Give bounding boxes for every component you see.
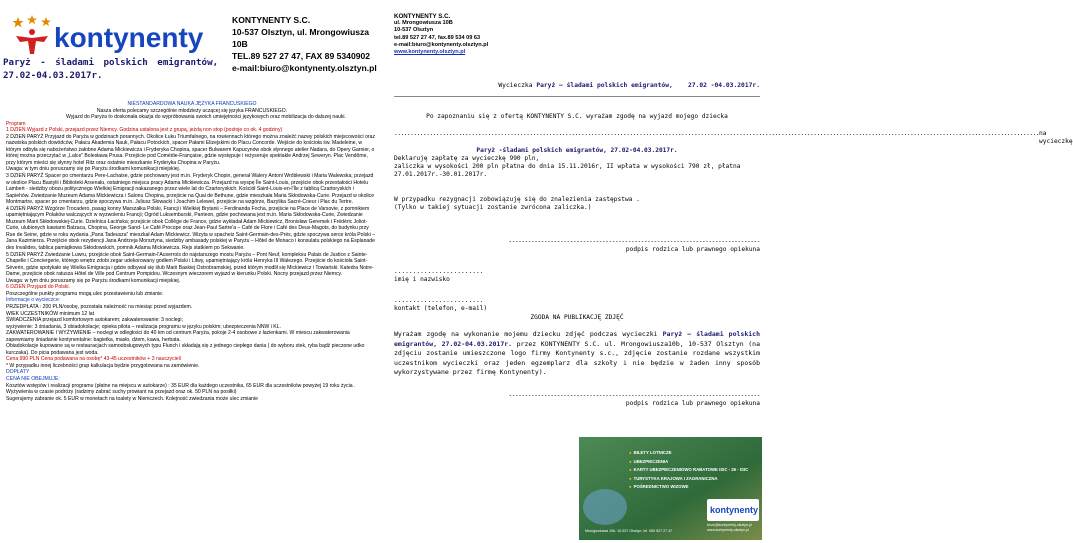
company-address-block-right (394, 13, 594, 56)
company-street: 10-537 Olsztyn, ul. Mrongowiusza 10B (232, 27, 370, 49)
photo-consent-trip: Paryż – śladami polskich emigrantów, 27.02-04.03.2017r. (394, 330, 760, 348)
company-email-right: e-mail:biuro@kontynenty.olsztyn.pl (394, 41, 489, 48)
wycieczka-prefix: Wycieczka (498, 82, 533, 89)
day6-text: 6 DZIEŃ Przyjazd do Polski. (6, 284, 70, 291)
divider (394, 96, 760, 97)
banner-service-3: ● KARTY UBEZPIECZENIOWO RABATOWE ISIC - 26 - ISIC (629, 466, 754, 475)
deklaracja-text: Deklaruję zapłatę za wycieczkę 990 pln, (394, 154, 540, 162)
signature-line-1[interactable]: ------------------------------------------------------------------------------ (508, 238, 760, 245)
trip-title (3, 57, 243, 82)
signature-label-2: podpis rodzica lub prawnego opiekuna (625, 400, 760, 408)
obiadokolacje-text: Obiadokolacje kupowane są w restauracjach samoobsługowych typu Flunch i składają się z jednego ciepłego dania ( do wyboru stek, ryba bądź pieczone udko kurczaka). Do picia podawana jest woda. (6, 343, 365, 356)
svg-text:kontynenty: kontynenty (710, 505, 759, 515)
child-name-dots[interactable]: ........................................................................................................................................................................................................ (394, 130, 1040, 137)
company-website-link[interactable]: www.kontynenty.olsztyn.pl (394, 49, 466, 56)
banner-services (629, 449, 754, 492)
rezygnacja-text: W przypadku rezygnacji zobowiązuję się do znalezienia zastępstwa . (394, 196, 640, 203)
banner-contact (707, 523, 759, 532)
trip-reference (384, 82, 768, 89)
doplaty-label: DOPŁATY (6, 369, 30, 376)
swiadczenia-details: wyżywienie: 3 śniadania, 3 obiadokolacje; opieka pilota – realizacja programu w języku polskim; ubezpieczenia NNW i KL. (6, 323, 281, 330)
rezygnacja-block (394, 196, 760, 213)
name-field-block (394, 268, 760, 285)
contact-field-line[interactable]: ........................ (394, 297, 484, 304)
kieszonkowe-text: Sugerujemy zabranie ok. 5 EUR w monetach na toalety w Niemczech. Kolejność zwiedzania może ulec zmianie (6, 395, 258, 402)
wycieczka-date: 27.02 -04.03.2017r. (687, 82, 760, 89)
note-text: Poszczególne punkty programu mogą ulec przestawieniu lub zmianie. (6, 290, 164, 297)
banner-service-4: ● TURYSTYKA KRAJOWA I ZAGRANICZNA (629, 475, 754, 484)
contact-field-label: kontakt (telefon, e-mail) (394, 305, 488, 313)
photo-consent-part-c: przez KONTYNENTY S.C. ul. Mrongowiusza10b, 10-537 Olsztyn (na zdjęciu zostanie umieszczone logo firmy Kontynenty s.c., zdjęcie zostanie rozdane wszystkim uczestnikom wycieczki oraz jeden egzemplarz dla szkoły i nie będzie w żaden inny sposób wykorzystywane przez firmę Kontynenty). (394, 339, 760, 377)
signature-label-1: podpis rodzica lub prawnego opiekuna (625, 246, 760, 254)
banner-website[interactable]: www.kontynenty.olsztyn.pl (707, 527, 749, 532)
wyzywienie-text: Wyżywienia w czasie podróży (radzimy zabrać suchy prowiant na przejazd oraz ok. 50 PLN na posiłki) (6, 389, 237, 396)
trip-title-line1: Paryż - śladami polskich emigrantów, (3, 57, 219, 68)
section-title: NIESTANDARDOWA NAUKA JĘZYKA FRANCUSKIEGO (127, 101, 257, 107)
child-name-line (394, 130, 1073, 180)
program-label: Program (6, 120, 26, 127)
logo-text: kontynenty (54, 22, 204, 53)
company-street-right: ul. Mrongowiusza 10B (394, 20, 453, 27)
name-field-label: imię i nazwisko (394, 276, 450, 284)
company-phone: TEL.89 527 27 47, FAX 89 5340902 (232, 51, 371, 61)
photo-consent-title: ZGODA NA PUBLIKACJĘ ZDJĘĆ (530, 314, 624, 321)
uwaga2-text: Uwaga: w tym dniu poruszamy się po Paryżu środkami komunikacji miejskiej. (6, 277, 181, 284)
banner-address: Mrongowiusza 10b, 10-537 Olsztyn, tel. 089 527 27 47 (585, 529, 673, 533)
company-address-block (232, 14, 382, 74)
kalkulacja-text: * W przypadku innej liczebności grup kalkulacja będzie przygotowana na zamówienie. (6, 362, 200, 369)
zakwaterowanie-text: ZAKWATEROWANIE I WYŻYWIENIE – noclegi w odległości do 40 km od centrum Paryża, pokoje 2-4 osobowe z łazienkami. W miescu zakwaterowania zapewniamy śniadanie kontynentalne: bagietka, masło, dżem, kawa, herbata. (6, 330, 350, 343)
photo-consent-part-a: Wyrażam zgodę na wykonanie mojemu dziecku zdjęć podczas wycieczki (394, 330, 658, 338)
trip-name: Paryż -śladami polskich emigrantów, 27.02-04.03.2017r. (476, 146, 678, 154)
cena-text: Cena 990 PLN Cena podawana na osobę* 43-45 uczestników + 3 nauczycieli (6, 356, 181, 363)
kontynenty-logo (6, 14, 231, 56)
cena-nie-obejmuje-label: CENA NIE OBEJMUJE: (6, 375, 60, 382)
company-email: e-mail:biuro@kontynenty.olsztyn.pl (232, 63, 377, 73)
zaliczka-note: (Tylko w takiej sytuacji zostanie zwrócona zaliczka.) (394, 204, 592, 212)
banner-service-2: ● UBEZPIECZENIA (629, 458, 754, 467)
day4-text: 4 DZIEŃ PARYŻ Wzgórze Trocadero, pasąg konny Marszałka Polski, Francji i Wielkiej Brytanii – Ferdinanda Focha, przejście na Place de Varsovie, z pomnikiem upamiętniającym Polaków walczących w wyzwoleniu Francji; Ogród Luksemburski, Panteon, gdzie pochowana jest m.in. Maria Skłodowska-Curie, Zwiedzanie Muzeum Marii Skłodowskiej-Curie. Dzielnica Łacińska; przejście obok Collège de France, gdzie wykładał Adam Mickiewicz, Bronisław Geremek i Frédéric Joliot-Curie, ulubionych kawiarni Balzaca, Chopina, George Sand- Le Café Procope oraz Jean-Paul Sartre'a – Café de Flore i Café des Deux-Magots, do budynku przy Rue de Seine, gdzie w roku wydania „Pana Tadeusza” mieszkał Adam Mickiewicz. Wizyta w spacheiz Saint-Germain-des-Prés, gdzie spoczywa serce króla Polski – Jana Kazimierza. Przejście obok rezydencji Jana Andrzeja Morsztyna, siedziby ambasady polskiej w Paryżu – Hôtel de Monaco i konsulatu polskiego na Esplanade des Invalides, tablica pamiątkowa Skłodowskich, pomnik Adama Mickiewicza. Rejs statkiem po Sekwanie. (6, 205, 376, 252)
wiek-text: WIEK UCZESTNIKÓW minimum 12 lat (6, 310, 95, 317)
day2-text: 2 DZIEŃ PARYŻ Przyjazd do Paryża w godzinach porannych. Okolice Łuku Triumfalnego, na rowiennach którego można znaleźć nazwy polskich miejscowości oraz nazwiska polskich dowódców, Pałacu Akademia Nauk, Pałacu Potockich, spacer Pałami Elizejskimi do Placu Concorde. Wejście do kościoła św. Madeleine, w którym odbyła się nabożeństwo żałobne Adama Mickiewicza i Fryderyka Chopina, spacer Bulwarem Kapucynów obok słynnego atelier Nadara, do Opery Garnier, o której można przeczytać w „Lalce” Bolesława Prusa. Przejście pod Comédie-Française, gdzie występuje i reżyseruje spektakle Andrzej Seweryn. Plac Vendôme, przy którym mieści się słynny hotel Ritz oraz ostatnie mieszkanie Fryderyka Chopina w Paryżu. (6, 133, 375, 166)
company-name: KONTYNENTY S.C. (232, 15, 311, 25)
na-wycieczke-label: na wycieczkę (1039, 130, 1073, 146)
intro-line2: Wyjazd do Paryża to doskonała okazja do wypróbowania swoich umiejętności językowych oraz mobilizacja do dalszej nauki. (66, 114, 346, 121)
uwaga1-text: Uwaga: w tym dniu poruszamy się po Paryżu środkami komunikacji miejskiej. (6, 166, 181, 173)
wycieczka-title: Paryż – śladami polskich emigrantów, (536, 82, 673, 89)
photo-consent-text (394, 330, 760, 378)
signature-block-1 (394, 238, 760, 255)
signature-block-2 (394, 392, 760, 409)
trip-title-date: 27.02-04.03.2017r. (3, 69, 103, 81)
company-phone-right: tel.89 527 27 47, fax.89 534 09 63 (394, 34, 481, 41)
day5-text: 5 DZIEŃ PARYŻ Zwiedzanie Luwru, przejście obok Saint-Germain-l'Auxerrois do najstarszego mostu Paryża – Pont Neuf, kompleksu Palais de Justice z Sainte-Chapelle i Conciergerie, którego wnętrz zdobi zegar udekorowany godłem Polski i Litwy, upamiętniający króla Henryka III Walezego. Przejście do kościoła Saint-Séverin, gdzie spotykało się Wielka Emigracja i gdzie odbywał się ślub Marii Baskiej Ostrobramskiej, przed którym modlił się Mickiewicz i Towiański. Katedra Notre-Dame, przejście obok ratusza Hôtel de Ville pod Centrum Pompidou. Wczesnym wieczorem wyjazd w kierunku Polski. Nocny przejazd przez Niemcy. (6, 251, 374, 278)
banner-email[interactable]: biuro@kontynenty.olsztyn.pl (707, 523, 752, 527)
banner-service-1: ● BILETY LOTNICZE (629, 449, 754, 458)
left-page (0, 0, 384, 543)
right-page (384, 0, 1073, 543)
consent-intro: Po zapoznaniu się z ofertą KONTYNENTY S.C. wyrażam zgodę na wyjazd mojego dziecka (426, 113, 728, 120)
company-city-right: 10-537 Olsztyn (394, 27, 434, 34)
intro-line1: Nasza oferta polecamy szczególnie młodzieży uczącej się języka FRANCUSKIEGO. (96, 107, 288, 114)
swiadczenia-text: ŚWIADCZENIA przejazd komfortowym autokarem; zakwaterowanie: 3 noclegi; (6, 317, 183, 324)
name-field-line[interactable]: ........................ (394, 268, 484, 275)
day1-text: 1 DZIEŃ Wyjazd z Polski, przejazd przez Niemcy. Godzina ustalona jest z grupą, jeżdą non stop (postoje co ok. 4 godziny) (6, 127, 283, 134)
company-banner (579, 437, 762, 540)
company-name-right: KONTYNENTY S.C. (394, 13, 451, 20)
contact-field-block (394, 297, 760, 314)
signature-line-2[interactable]: ------------------------------------------------------------------------------ (508, 392, 760, 399)
banner-service-5: ● POŚREDNICTWO WIZOWE (629, 483, 754, 492)
day3-text: 3 DZIEŃ PARYŻ Spacer po cmentarzu Pere-Lachaise, gdzie pochowany jest m.in. Fryderyk Chopin, generał Walery Antoni Wróblewski i Maria Walewska; przejazd w okolice Placu Bastylii i Biblioteki Arsenału, ostatniego miejsca pracy Adama Mickiewicza. Przejazd na wyspę Île Saint-Louis, przejście obok przestałości Hotelu Lambert - siedziby obozu politycznego Wielkiej Emigracji nakazanego przez wiele lat do Czartoryskich. Kościół Saint-Louis-en-l'Île z tablicą Czartoryskich i Sapiehów. Zwiedzanie Muzeum Adama Mickiewicza i Salonu Chopina, przejście na Quai de Bethune, gdzie mieszkała Maria Skłodowska-Curie. Przejazd w okolice Montmartre, spacer po cmentarzu, gdzie spoczywa m.in. Juliusz Słowacki i Joachim Lelewel, przejście na wzgórze, Bazylika Sacré-Coeur i Plac du Tertre. (6, 173, 375, 206)
koszt-text: Kosztów wstępów i realizacji programu (płatne na miejscu w autokarze) : 35 EUR dla każdego uczestnika, 65 EUR dla uczestników powyżej 19 roku życia . (6, 382, 356, 389)
info-label: Informacje o wycieczce: (6, 297, 61, 304)
przedplata-text: PRZEDPŁATA : 200 PLN/osobę, pozostała należność na miesiąc przed wyjazdem. (6, 303, 193, 310)
program-content (6, 101, 378, 402)
zaliczka-text: zaliczka w wysokości 200 pln płatna do dnia 15.11.2016r, II wpłata w wysokości 790 zł, płatna 27.01.2017r.-30.01.2017r. (394, 163, 741, 179)
